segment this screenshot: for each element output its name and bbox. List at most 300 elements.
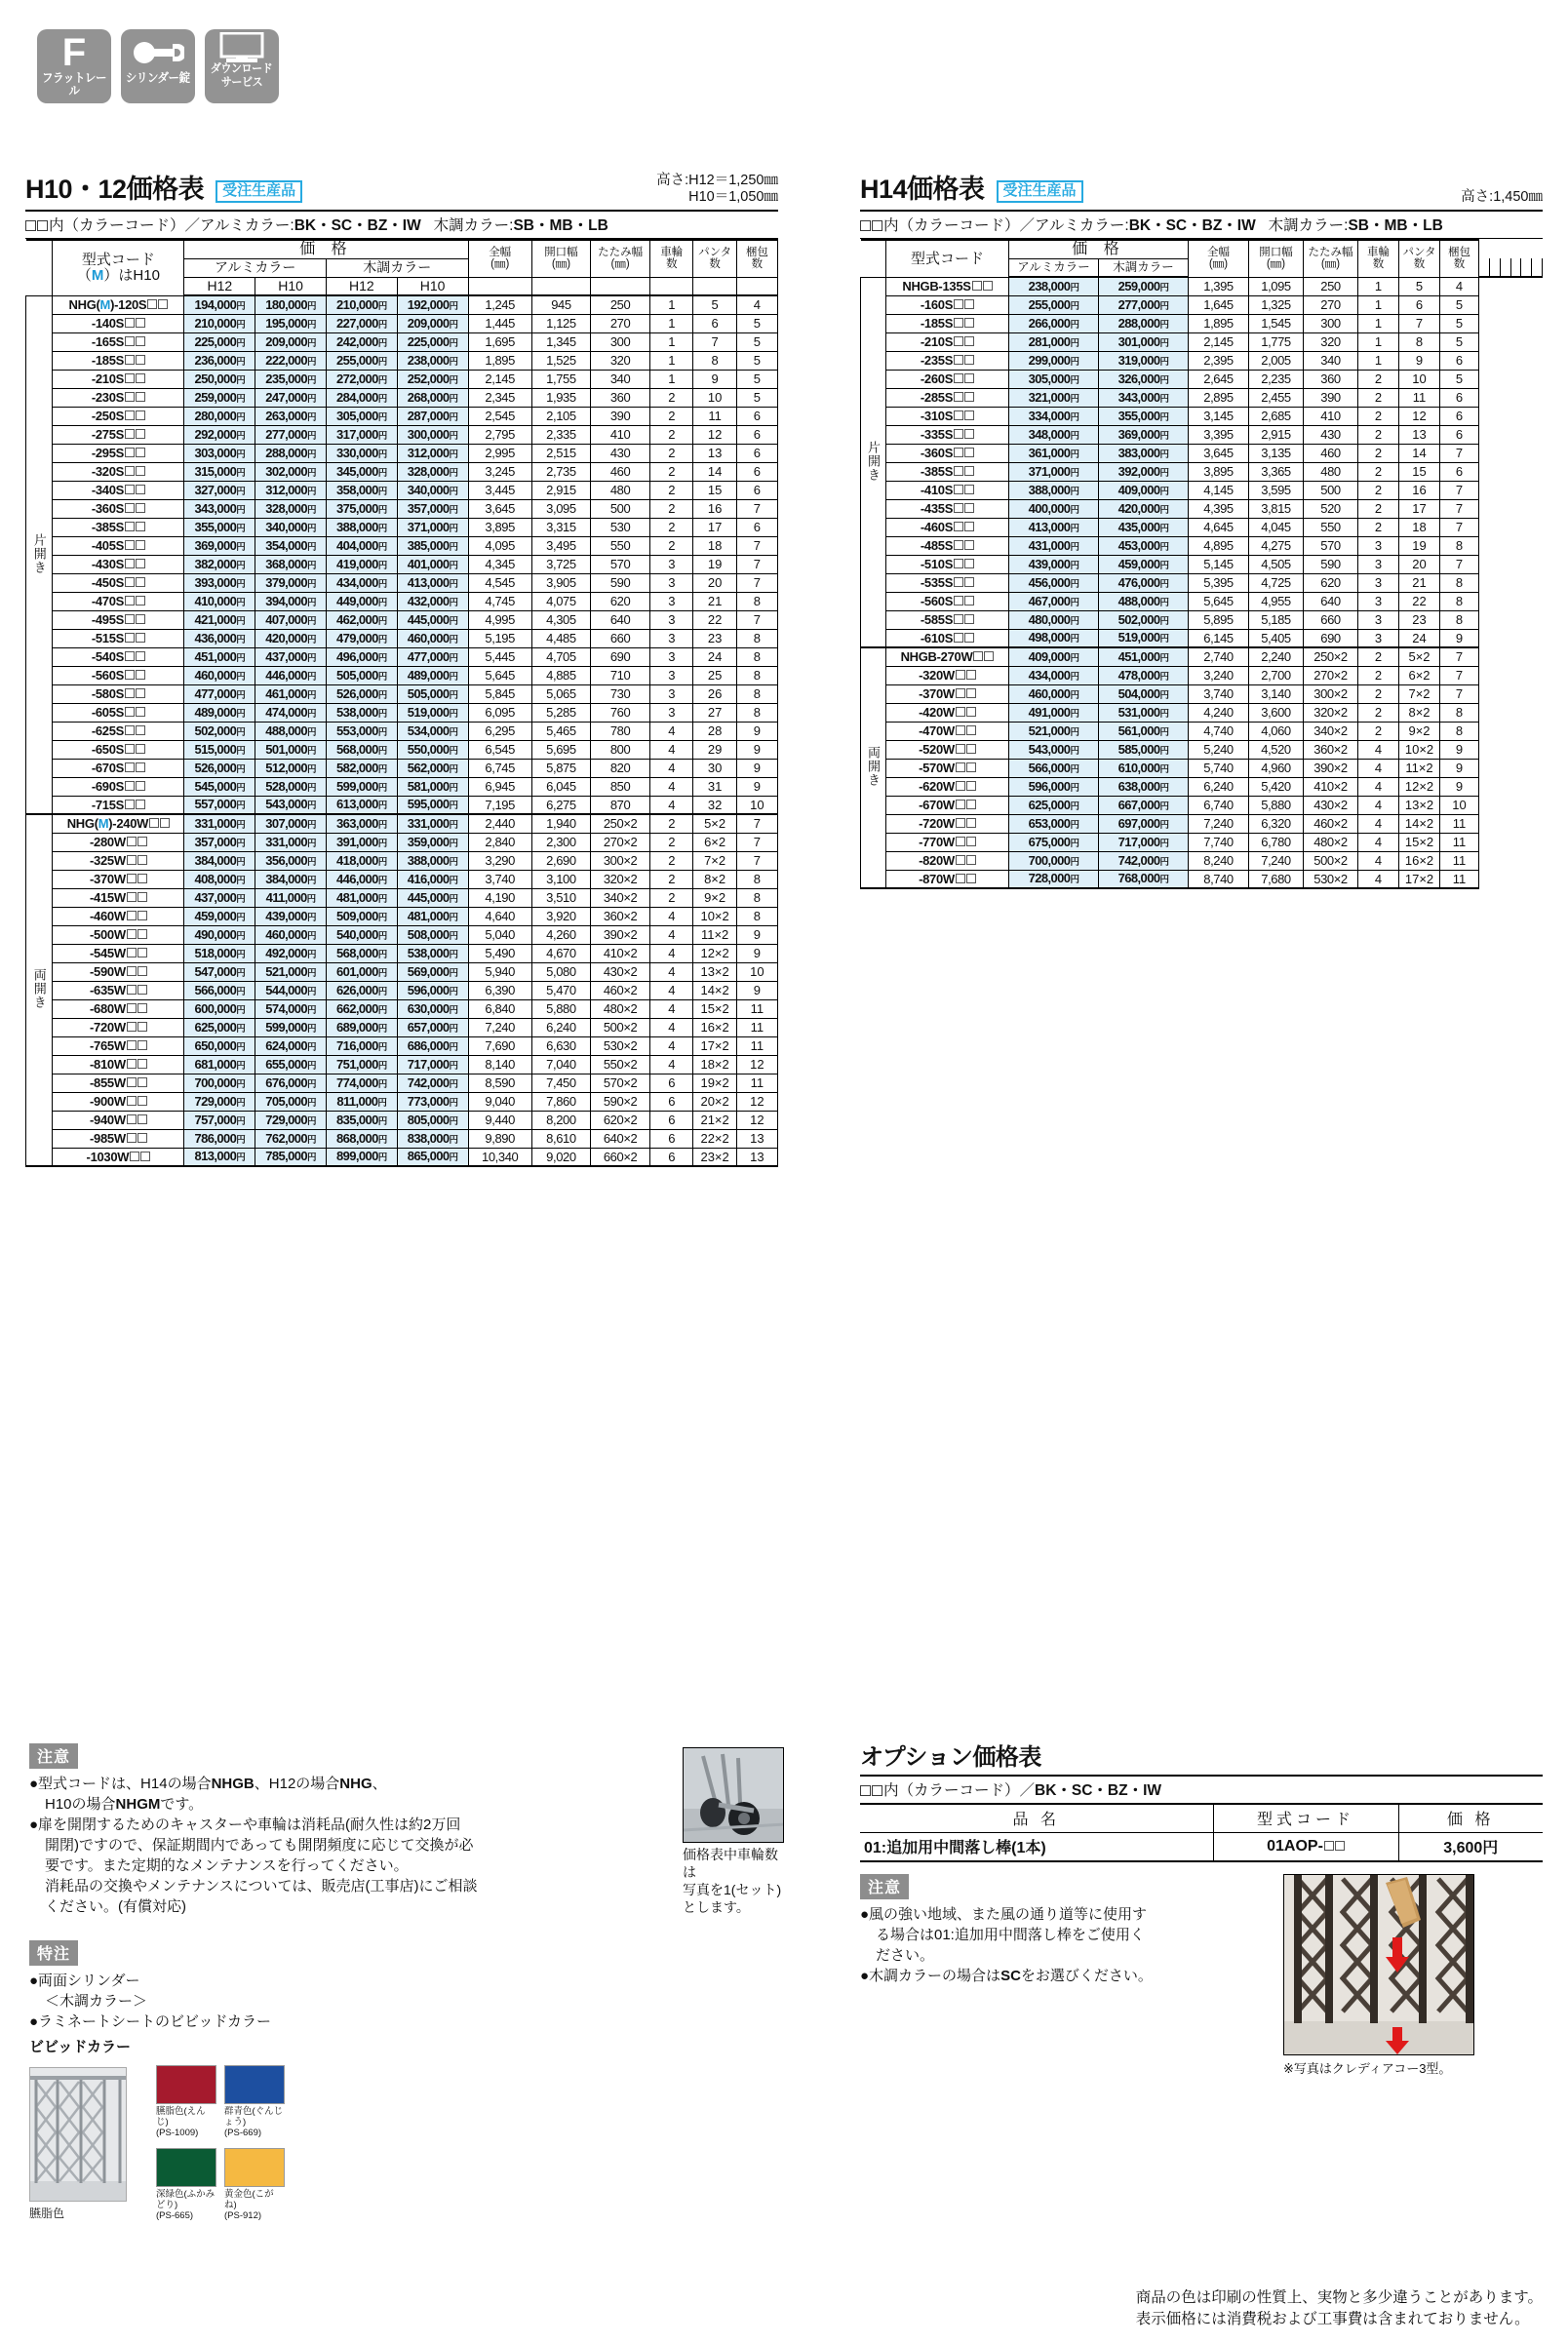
cell-wheel-count: 1 <box>1358 351 1399 370</box>
table-row <box>26 351 778 370</box>
cell-package-count: 9 <box>1440 740 1479 759</box>
h10-height: H10＝1,050㎜ <box>656 189 778 205</box>
row-group-label: 片開き <box>26 295 53 814</box>
cell-package-count: 7 <box>1440 444 1479 462</box>
cell-model-code: -610S <box>886 629 1009 647</box>
table-row <box>26 555 778 573</box>
cell-folded-width: 360×2 <box>1304 740 1358 759</box>
cell-folded-width: 270×2 <box>1304 666 1358 684</box>
table-row <box>26 796 778 814</box>
cell-total-width: 2,345 <box>468 388 531 407</box>
cell-total-width: 6,740 <box>1189 796 1249 814</box>
th-alumi-color: アルミカラー <box>184 258 327 277</box>
cell-price-wood: 409,000円 <box>1099 481 1189 499</box>
table-row <box>861 722 1543 740</box>
cell-total-width: 1,895 <box>1189 314 1249 332</box>
cell-panta-count: 14×2 <box>693 981 736 999</box>
cell-price-alumi: 361,000円 <box>1009 444 1099 462</box>
cell-folded-width: 530×2 <box>1304 870 1358 888</box>
cell-model-code: -325W <box>53 851 184 870</box>
cell-price-wood-h10: 562,000円 <box>397 759 468 777</box>
cell-folded-width: 800 <box>591 740 650 759</box>
cell-package-count: 9 <box>736 759 777 777</box>
cell-folded-width: 550 <box>591 536 650 555</box>
cell-wheel-count: 4 <box>650 1055 693 1074</box>
cell-price-alumi-h12: 194,000円 <box>184 295 255 314</box>
cell-price-alumi-h10: 331,000円 <box>255 833 327 851</box>
th-h14-alumi-color: アルミカラー <box>1009 258 1099 277</box>
cell-wheel-count: 6 <box>650 1148 693 1166</box>
cell-wheel-count: 4 <box>650 1036 693 1055</box>
cell-wheel-count: 2 <box>1358 647 1399 666</box>
cell-panta-count: 19 <box>1399 536 1440 555</box>
table-row <box>26 1148 778 1166</box>
cell-total-width: 5,240 <box>1189 740 1249 759</box>
table-row <box>26 462 778 481</box>
table-row <box>26 518 778 536</box>
cell-folded-width: 520 <box>1304 499 1358 518</box>
cell-panta-count: 28 <box>693 722 736 740</box>
cell-price-alumi-h10: 461,000円 <box>255 684 327 703</box>
cell-price-alumi-h12: 331,000円 <box>184 814 255 833</box>
cell-price-wood-h10: 312,000円 <box>397 444 468 462</box>
cell-model-code: -870W <box>886 870 1009 888</box>
cell-folded-width: 870 <box>591 796 650 814</box>
cell-opening-width: 2,455 <box>1249 388 1304 407</box>
cell-price-alumi-h10: 439,000円 <box>255 907 327 925</box>
cell-opening-width: 2,300 <box>531 833 590 851</box>
cell-price-alumi-h12: 459,000円 <box>184 907 255 925</box>
cell-price-alumi-h10: 762,000円 <box>255 1129 327 1148</box>
cell-price-wood-h12: 526,000円 <box>326 684 397 703</box>
cell-model-code: -140S <box>53 314 184 332</box>
swatch-label: 深緑色(ふかみどり) (PS-665) <box>156 2189 216 2221</box>
cell-wheel-count: 3 <box>650 573 693 592</box>
cell-price-alumi: 521,000円 <box>1009 722 1099 740</box>
notice-block-1 <box>29 1743 673 1918</box>
cell-model-code: -320W <box>886 666 1009 684</box>
cell-price-wood-h10: 192,000円 <box>397 295 468 314</box>
cell-wheel-count: 2 <box>650 407 693 425</box>
cell-panta-count: 15 <box>1399 462 1440 481</box>
table-row <box>861 610 1543 629</box>
cell-total-width: 3,145 <box>1189 407 1249 425</box>
color-code-box-icon <box>25 220 36 231</box>
cell-opening-width: 3,100 <box>531 870 590 888</box>
cell-price-wood-h10: 331,000円 <box>397 814 468 833</box>
cell-total-width: 4,190 <box>468 888 531 907</box>
cell-price-wood-h12: 540,000円 <box>326 925 397 944</box>
cell-model-code: -715S <box>53 796 184 814</box>
table-row <box>26 722 778 740</box>
cell-wheel-count: 3 <box>1358 573 1399 592</box>
cell-opening-width: 6,780 <box>1249 833 1304 851</box>
cell-opening-width: 3,815 <box>1249 499 1304 518</box>
cell-price-wood-h10: 445,000円 <box>397 888 468 907</box>
cell-wheel-count: 4 <box>1358 759 1399 777</box>
cell-folded-width: 340 <box>1304 351 1358 370</box>
cell-panta-count: 8 <box>1399 332 1440 351</box>
table-row <box>26 925 778 944</box>
cell-model-code: -510S <box>886 555 1009 573</box>
cell-package-count: 6 <box>1440 462 1479 481</box>
cell-price-wood-h12: 462,000円 <box>326 610 397 629</box>
cell-price-alumi-h12: 813,000円 <box>184 1148 255 1166</box>
row-group-label: 両開き <box>26 814 53 1166</box>
cell-package-count: 5 <box>736 314 777 332</box>
cell-wheel-count: 4 <box>650 944 693 962</box>
cell-opening-width: 7,240 <box>1249 851 1304 870</box>
cell-price-alumi-h12: 210,000円 <box>184 314 255 332</box>
cell-opening-width: 9,020 <box>531 1148 590 1166</box>
cell-price-alumi: 543,000円 <box>1009 740 1099 759</box>
cell-package-count: 5 <box>736 351 777 370</box>
cell-package-count: 8 <box>1440 592 1479 610</box>
color-code-box-icon-2 <box>37 220 48 231</box>
cell-opening-width: 3,495 <box>531 536 590 555</box>
cell-total-width: 4,640 <box>468 907 531 925</box>
table-row <box>26 962 778 981</box>
cell-price-alumi-h12: 650,000円 <box>184 1036 255 1055</box>
cell-wheel-count: 3 <box>650 592 693 610</box>
cell-price-alumi: 431,000円 <box>1009 536 1099 555</box>
th-h14-price-group: 価 格 <box>1009 240 1189 258</box>
cell-wheel-count: 4 <box>650 777 693 796</box>
cell-model-code: -235S <box>886 351 1009 370</box>
cell-panta-count: 13 <box>1399 425 1440 444</box>
cell-price-wood-h10: 432,000円 <box>397 592 468 610</box>
cell-panta-count: 19 <box>693 555 736 573</box>
cell-package-count: 12 <box>736 1111 777 1129</box>
cell-opening-width: 2,235 <box>1249 370 1304 388</box>
option-color-prefix: 内（カラーコード）／ <box>883 1782 1036 1799</box>
cell-price-alumi-h12: 303,000円 <box>184 444 255 462</box>
cell-panta-count: 12 <box>1399 407 1440 425</box>
cell-package-count: 8 <box>736 703 777 722</box>
cell-panta-count: 6 <box>693 314 736 332</box>
cell-panta-count: 13×2 <box>1399 796 1440 814</box>
cell-wheel-count: 3 <box>650 647 693 666</box>
cell-opening-width: 3,365 <box>1249 462 1304 481</box>
cell-price-alumi-h12: 384,000円 <box>184 851 255 870</box>
cell-folded-width: 300×2 <box>1304 684 1358 703</box>
cell-price-alumi-h10: 446,000円 <box>255 666 327 684</box>
cell-panta-count: 6×2 <box>1399 666 1440 684</box>
cell-package-count: 6 <box>736 462 777 481</box>
cell-price-alumi-h12: 545,000円 <box>184 777 255 796</box>
cell-package-count: 8 <box>736 870 777 888</box>
table-row <box>861 462 1543 481</box>
table-row <box>861 573 1543 592</box>
cell-wheel-count: 1 <box>650 351 693 370</box>
table-row <box>26 1129 778 1148</box>
cell-total-width: 5,195 <box>468 629 531 647</box>
feature-badges <box>37 29 1543 103</box>
cell-opening-width: 2,335 <box>531 425 590 444</box>
cell-model-code: -770W <box>886 833 1009 851</box>
cell-model-code: -605S <box>53 703 184 722</box>
h10-12-title: H10・12価格表 <box>25 175 205 204</box>
cell-price-alumi-h10: 528,000円 <box>255 777 327 796</box>
cell-folded-width: 780 <box>591 722 650 740</box>
cell-folded-width: 620 <box>1304 573 1358 592</box>
cell-total-width: 1,245 <box>468 295 531 314</box>
cell-price-wood-h10: 268,000円 <box>397 388 468 407</box>
cell-price-wood-h10: 538,000円 <box>397 944 468 962</box>
table-row <box>861 425 1543 444</box>
cell-price-alumi-h10: 328,000円 <box>255 499 327 518</box>
cell-wheel-count: 1 <box>650 370 693 388</box>
cell-package-count: 7 <box>1440 518 1479 536</box>
cell-model-code: -820W <box>886 851 1009 870</box>
cell-opening-width: 1,545 <box>1249 314 1304 332</box>
cell-folded-width: 430×2 <box>1304 796 1358 814</box>
cell-panta-count: 15×2 <box>1399 833 1440 851</box>
cell-wheel-count: 2 <box>1358 462 1399 481</box>
cell-opening-width: 2,240 <box>1249 647 1304 666</box>
cell-wheel-count: 3 <box>650 629 693 647</box>
table-row <box>26 573 778 592</box>
cell-package-count: 8 <box>1440 536 1479 555</box>
table-row <box>26 1018 778 1036</box>
cell-folded-width: 320×2 <box>1304 703 1358 722</box>
cell-opening-width: 5,405 <box>1249 629 1304 647</box>
cell-price-wood-h12: 255,000円 <box>326 351 397 370</box>
notice-line: ＜木調カラー＞ <box>45 1993 148 2010</box>
cell-panta-count: 26 <box>693 684 736 703</box>
cell-panta-count: 27 <box>693 703 736 722</box>
cell-price-wood-h12: 689,000円 <box>326 1018 397 1036</box>
table-row <box>861 370 1543 388</box>
cell-wheel-count: 2 <box>1358 444 1399 462</box>
notice-line: H10の場合NHGMです。 <box>45 1796 204 1813</box>
cell-opening-width: 4,045 <box>1249 518 1304 536</box>
vivid-gate-photo <box>29 2067 127 2202</box>
cell-price-wood-h10: 388,000円 <box>397 851 468 870</box>
cell-package-count: 8 <box>736 907 777 925</box>
cell-panta-count: 32 <box>693 796 736 814</box>
cell-opening-width: 1,345 <box>531 332 590 351</box>
cell-price-alumi-h12: 292,000円 <box>184 425 255 444</box>
cell-price-wood-h12: 345,000円 <box>326 462 397 481</box>
cell-folded-width: 410 <box>1304 407 1358 425</box>
cell-wheel-count: 2 <box>1358 425 1399 444</box>
cell-panta-count: 8×2 <box>693 870 736 888</box>
cell-total-width: 4,545 <box>468 573 531 592</box>
cell-model-code: -585S <box>886 610 1009 629</box>
cell-panta-count: 24 <box>693 647 736 666</box>
cell-folded-width: 360 <box>1304 370 1358 388</box>
cell-opening-width: 5,880 <box>1249 796 1304 814</box>
table-row <box>861 666 1543 684</box>
cell-price-alumi-h12: 421,000円 <box>184 610 255 629</box>
swatch-label: 黄金色(こがね) (PS-912) <box>224 2189 274 2221</box>
cell-opening-width: 1,125 <box>531 314 590 332</box>
cell-price-wood: 459,000円 <box>1099 555 1189 573</box>
cell-wheel-count: 6 <box>650 1074 693 1092</box>
cell-price-alumi: 700,000円 <box>1009 851 1099 870</box>
cell-package-count: 7 <box>736 555 777 573</box>
cell-total-width: 1,395 <box>1189 277 1249 295</box>
cell-panta-count: 12 <box>693 425 736 444</box>
table-row <box>861 703 1543 722</box>
th-h14-package-count: 梱包 数 <box>1440 240 1479 277</box>
cell-wheel-count: 2 <box>650 481 693 499</box>
cell-opening-width: 2,005 <box>1249 351 1304 370</box>
cell-wheel-count: 4 <box>650 907 693 925</box>
cell-folded-width: 500×2 <box>591 1018 650 1036</box>
cell-folded-width: 360 <box>591 388 650 407</box>
cell-price-wood: 355,000円 <box>1099 407 1189 425</box>
cell-opening-width: 1,325 <box>1249 295 1304 314</box>
option-th-name: 品 名 <box>860 1804 1213 1833</box>
table-row <box>26 481 778 499</box>
cell-price-wood: 742,000円 <box>1099 851 1189 870</box>
cell-price-wood: 638,000円 <box>1099 777 1189 796</box>
cell-price-wood-h10: 401,000円 <box>397 555 468 573</box>
cell-wheel-count: 2 <box>1358 499 1399 518</box>
cell-opening-width: 5,465 <box>531 722 590 740</box>
cell-folded-width: 570×2 <box>591 1074 650 1092</box>
cell-total-width: 7,240 <box>468 1018 531 1036</box>
table-row <box>861 518 1543 536</box>
cell-wheel-count: 1 <box>1358 277 1399 295</box>
cell-wheel-count: 2 <box>650 851 693 870</box>
cell-price-wood-h12: 868,000円 <box>326 1129 397 1148</box>
cell-package-count: 12 <box>736 1055 777 1074</box>
cell-price-alumi: 409,000円 <box>1009 647 1099 666</box>
cell-folded-width: 430 <box>591 444 650 462</box>
th-h14-folded-width: たたみ幅 (㎜) <box>1304 240 1358 277</box>
vivid-gate-photo-label: 臙脂色 <box>29 2207 65 2220</box>
cell-package-count: 4 <box>736 295 777 314</box>
table-row <box>26 370 778 388</box>
cell-price-wood-h12: 418,000円 <box>326 851 397 870</box>
cell-package-count: 13 <box>736 1148 777 1166</box>
cell-wheel-count: 4 <box>650 999 693 1018</box>
cell-price-wood-h12: 553,000円 <box>326 722 397 740</box>
cell-opening-width: 1,525 <box>531 351 590 370</box>
key-icon <box>132 33 184 72</box>
cell-model-code: -185S <box>53 351 184 370</box>
cell-price-alumi-h12: 757,000円 <box>184 1111 255 1129</box>
cell-price-wood-h12: 599,000円 <box>326 777 397 796</box>
cell-price-alumi: 439,000円 <box>1009 555 1099 573</box>
table-row <box>26 647 778 666</box>
cell-price-alumi: 371,000円 <box>1009 462 1099 481</box>
cell-opening-width: 6,630 <box>531 1036 590 1055</box>
cell-folded-width: 570 <box>591 555 650 573</box>
cell-panta-count: 17 <box>693 518 736 536</box>
cell-opening-width: 5,185 <box>1249 610 1304 629</box>
cell-package-count: 10 <box>736 796 777 814</box>
cell-panta-count: 5×2 <box>1399 647 1440 666</box>
cell-price-wood-h12: 358,000円 <box>326 481 397 499</box>
cell-opening-width: 5,420 <box>1249 777 1304 796</box>
swatch-chip <box>224 2148 285 2187</box>
th-h14-total-width: 全幅 (㎜) <box>1189 240 1249 277</box>
cell-folded-width: 250×2 <box>1304 647 1358 666</box>
th-h14-panta-count: パンタ 数 <box>1399 240 1440 277</box>
cell-package-count: 7 <box>1440 481 1479 499</box>
cell-price-wood: 259,000円 <box>1099 277 1189 295</box>
option-th-price: 価 格 <box>1398 1804 1543 1833</box>
cell-model-code: -370W <box>53 870 184 888</box>
cell-price-alumi-h12: 437,000円 <box>184 888 255 907</box>
cell-package-count: 7 <box>736 814 777 833</box>
cell-folded-width: 660 <box>591 629 650 647</box>
cell-folded-width: 480×2 <box>1304 833 1358 851</box>
cell-panta-count: 7×2 <box>693 851 736 870</box>
cell-price-wood-h12: 811,000円 <box>326 1092 397 1111</box>
cell-price-wood-h12: 751,000円 <box>326 1055 397 1074</box>
cell-opening-width: 3,595 <box>1249 481 1304 499</box>
table-row <box>26 999 778 1018</box>
footer-line-1: 商品の色は印刷の性質上、実物と多少違うことがあります。 <box>1135 2289 1543 2306</box>
cell-price-wood: 476,000円 <box>1099 573 1189 592</box>
table-row <box>861 388 1543 407</box>
cell-folded-width: 250 <box>1304 277 1358 295</box>
cell-panta-count: 12×2 <box>693 944 736 962</box>
cell-folded-width: 550 <box>1304 518 1358 536</box>
cell-folded-width: 300×2 <box>591 851 650 870</box>
cell-total-width: 4,645 <box>1189 518 1249 536</box>
cell-total-width: 3,895 <box>1189 462 1249 481</box>
table-row <box>26 295 778 314</box>
cell-opening-width: 3,905 <box>531 573 590 592</box>
cell-opening-width: 3,725 <box>531 555 590 573</box>
cell-opening-width: 1,940 <box>531 814 590 833</box>
notice-line: ●両面シリンダー <box>29 1973 140 1989</box>
cell-price-alumi-h12: 280,000円 <box>184 407 255 425</box>
table-row <box>26 814 778 833</box>
cell-price-alumi-h10: 521,000円 <box>255 962 327 981</box>
cell-total-width: 2,995 <box>468 444 531 462</box>
cell-price-alumi-h10: 302,000円 <box>255 462 327 481</box>
h10-12-price-table <box>25 239 778 1167</box>
cell-price-alumi: 467,000円 <box>1009 592 1099 610</box>
cell-model-code: -160S <box>886 295 1009 314</box>
cell-model-code: -250S <box>53 407 184 425</box>
cell-panta-count: 23 <box>693 629 736 647</box>
cell-price-wood-h10: 773,000円 <box>397 1092 468 1111</box>
cell-price-alumi-h10: 340,000円 <box>255 518 327 536</box>
cell-wheel-count: 4 <box>1358 796 1399 814</box>
cell-wheel-count: 4 <box>1358 833 1399 851</box>
badge-download-service-label2: サービス <box>220 74 263 89</box>
cell-price-alumi: 480,000円 <box>1009 610 1099 629</box>
cell-total-width: 6,840 <box>468 999 531 1018</box>
cell-price-alumi: 456,000円 <box>1009 573 1099 592</box>
cell-price-alumi-h12: 369,000円 <box>184 536 255 555</box>
table-row <box>26 759 778 777</box>
cell-model-code: -580S <box>53 684 184 703</box>
cell-price-wood: 478,000円 <box>1099 666 1189 684</box>
cell-model-code: -940W <box>53 1111 184 1129</box>
cell-opening-width: 4,670 <box>531 944 590 962</box>
cell-total-width: 5,895 <box>1189 610 1249 629</box>
cell-price-wood-h10: 385,000円 <box>397 536 468 555</box>
table-row <box>861 796 1543 814</box>
cell-panta-count: 23×2 <box>693 1148 736 1166</box>
th-panta-count: パンタ 数 <box>693 240 736 277</box>
th-total-width: 全幅 (㎜) <box>468 240 531 277</box>
cell-price-alumi-h10: 655,000円 <box>255 1055 327 1074</box>
table-row <box>26 981 778 999</box>
cell-model-code: -385S <box>886 462 1009 481</box>
cell-wheel-count: 4 <box>650 759 693 777</box>
table-row <box>26 777 778 796</box>
